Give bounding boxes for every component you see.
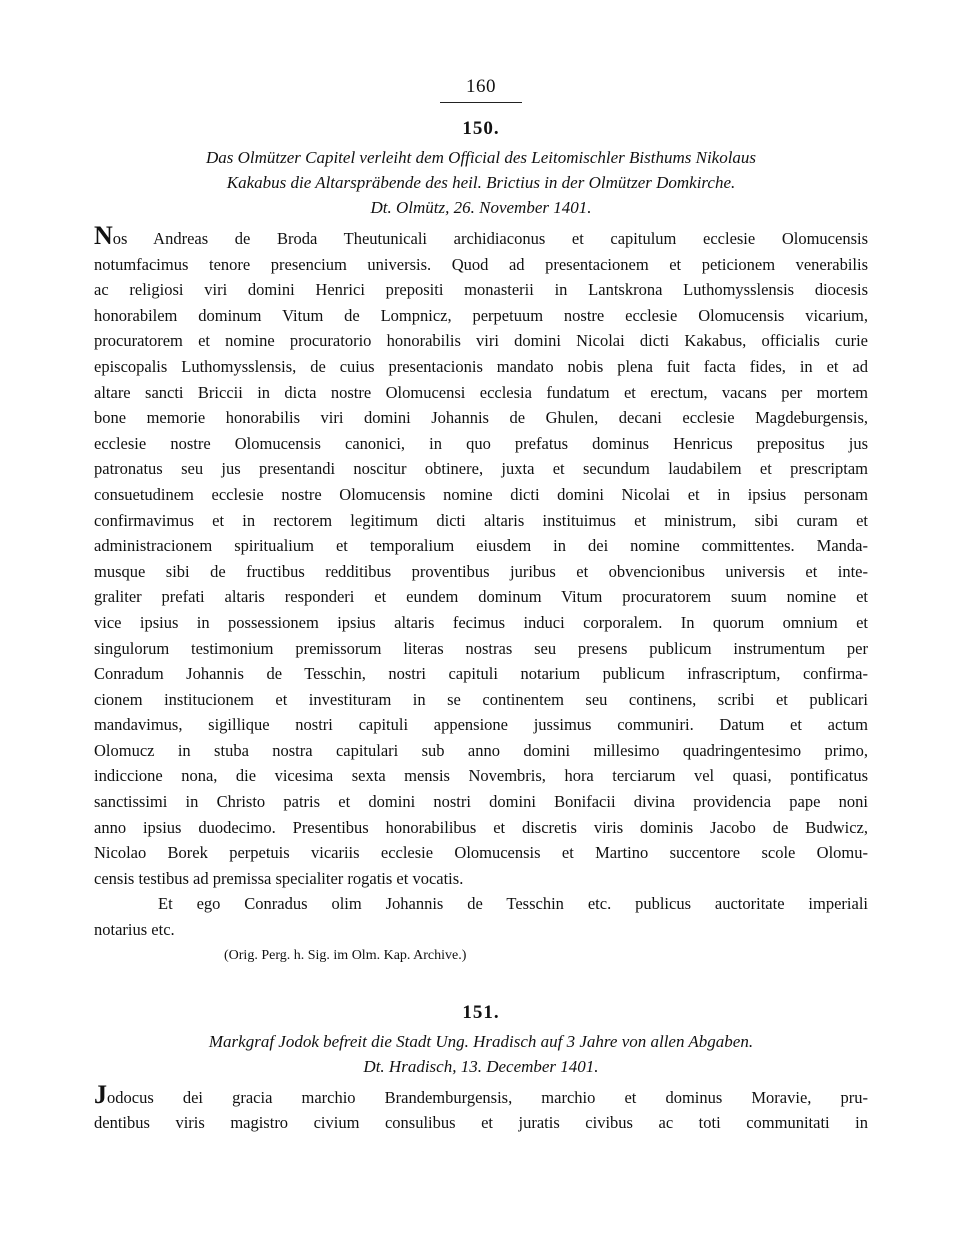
body-line: procuratorem et nomine procuratorio honorabilis viri domini Nicolai dicti Kakabus, officialis curie (94, 331, 868, 351)
document-body (94, 1079, 868, 1136)
document-number: 151. (462, 1001, 500, 1023)
body-line: Nicolao Borek perpetuis vicariis ecclesie Olomucensis et Martino succentore scole Olomu- (94, 843, 868, 863)
notary-line: notarius etc. (94, 920, 175, 940)
body-line: censis testibus ad premissa specialiter rogatis et vocatis. (94, 868, 464, 888)
title-line: Dt. Hradisch, 13. December 1401. (363, 1056, 599, 1076)
body-line: mandavimus, sigillique nostri capituli appensione jussimus communiri. Datum et actum (94, 715, 868, 735)
body-line: honorabilem dominum Vitum de Lompnicz, perpetuum nostre ecclesie Olomucensis vicarium, (94, 305, 868, 325)
page-number-rule (440, 102, 522, 103)
body-line: vice ipsius in possessionem ipsius altaris fecimus induci corporalem. In quorum omnium et (94, 612, 868, 632)
page-number: 160 (466, 76, 496, 97)
body-line: dentibus viris magistro civium consulibus et juratis civibus ac toti communitati in (94, 1113, 868, 1133)
initial-letter: J (94, 1079, 107, 1109)
body-line: bone memorie honorabilis viri domini Johannis de Ghulen, decani ecclesie Magdeburgensis, (94, 408, 868, 428)
body-line: cionem institucionem et investituram in se continentem seu continens, scribi et publicari (94, 689, 868, 709)
body-line: graliter prefati altaris responderi et eundem dominum Vitum procuratorem suum nomine et (94, 587, 868, 607)
body-line: consuetudinem ecclesie nostre Olomucensis nomine dicti domini Nicolai et in ipsius personam (94, 484, 868, 504)
body-line: musque sibi de fructibus redditibus proventibus juribus et obvencionibus universis et inte- (94, 561, 868, 581)
document-number: 150. (462, 118, 500, 139)
document-body (94, 221, 868, 943)
title-line: Dt. Olmütz, 26. November 1401. (370, 198, 592, 217)
body-line: confirmavimus et in rectorem legitimum dicti altaris instituimus et ministrum, sibi curam et (94, 510, 868, 530)
document-title (94, 1029, 868, 1079)
title-line: Kakabus die Altarspräbende des heil. Brictius in der Olmützer Domkirche. (226, 173, 736, 192)
first-line-text: odocus dei gracia marchio Brandemburgensis, marchio et dominus Moravie, pru- (107, 1087, 868, 1107)
notary-line: Et ego Conradus olim Johannis de Tesschin etc. publicus auctoritate imperiali (158, 894, 868, 914)
body-line (94, 221, 868, 252)
body-line: singulorum testimonium premissorum literas nostras seu presens publicum instrumentum per (94, 638, 868, 658)
document-title (94, 145, 868, 220)
body-line: Conradum Johannis de Tesschin, nostri capituli notarium publicum infrascriptum, confirma- (94, 664, 868, 684)
document-page (94, 74, 868, 1136)
source-note: (Orig. Perg. h. Sig. im Olm. Kap. Archive.) (224, 947, 467, 963)
initial-letter: N (94, 221, 113, 250)
first-line-text: os Andreas de Broda Theutunicali archidiaconus et capitulum ecclesie Olomucensis (112, 229, 868, 248)
body-line: episcopalis Luthomysslensis, de cuius presentacionis mandato nobis plena fuit facta fides, in et ad (94, 356, 868, 376)
body-line: ac religiosi viri domini Henrici prepositi monasterii in Lantskrona Luthomysslensis diocesis (94, 280, 868, 300)
title-line: Das Olmützer Capitel verleiht dem Official des Leitomischler Bisthums Nikolaus (205, 148, 757, 167)
body-line: notumfacimus tenore presencium universis. Quod ad presentacionem et peticionem venerabilis (94, 254, 868, 274)
body-line: ecclesie nostre Olomucensis canonici, in quo prefatus dominus Henricus prepositus jus (94, 433, 868, 453)
body-line: administracionem spiritualium et temporalium eiusdem in dei nomine committentes. Manda- (94, 536, 868, 556)
body-line: indiccione nona, die vicesima sexta mensis Novembris, hora terciarum vel quasi, pontificatus (94, 766, 868, 786)
body-line: Olomucz in stuba nostra capitulari sub anno domini millesimo quadringentesimo primo, (94, 740, 868, 760)
body-line (94, 1079, 868, 1111)
body-line: patronatus seu jus presentandi noscitur obtinere, juxta et secundum laudabilem et prescriptam (94, 459, 868, 479)
body-line: sanctissimi in Christo patris et domini nostri domini Bonifacii divina providencia pape noni (94, 792, 868, 812)
body-line: altare sancti Briccii in dicta nostre Olomucensi ecclesia fundatum et erectum, vacans per mortem (94, 382, 868, 402)
body-line: anno ipsius duodecimo. Presentibus honorabilibus et discretis viris dominis Jacobo de Budwicz, (94, 817, 868, 837)
title-line: Markgraf Jodok befreit die Stadt Ung. Hradisch auf 3 Jahre von allen Abgaben. (208, 1031, 754, 1051)
